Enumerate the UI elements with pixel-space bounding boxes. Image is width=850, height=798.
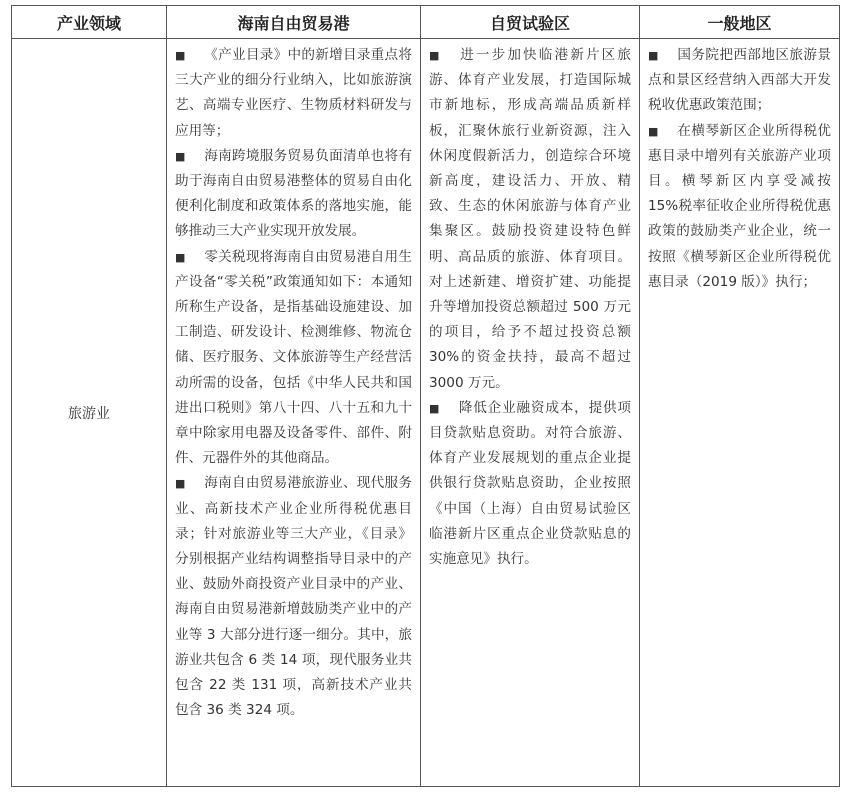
square-bullet-icon: ■ bbox=[648, 49, 659, 62]
square-bullet-icon: ■ bbox=[175, 250, 186, 264]
header-industry: 产业领域 bbox=[12, 6, 167, 39]
hainan-item-text: 零关税现将海南自由贸易港自用生产设备“零关税”政策通知如下：本通知所称生产设备，是指基础设施建设、加工制造、研发设计、检测维修、物流仓储、医疗服务、文体旅游等生产经营活动所需的设备，包括《中华人民共和国进出口税则》第八十四、八十五和九十章中除家用电器及设备零件、部件、附件、元器件外的其他商品。 bbox=[175, 248, 412, 467]
table-row bbox=[12, 39, 840, 787]
square-bullet-icon: ■ bbox=[429, 49, 440, 62]
general-item-text: 在横琴新区企业所得税优惠目录中增列有关旅游产业项目。横琴新区内享受减按 15%税率征收企业所得税优惠政策的鼓励类产业企业，统一按照《横琴新区企业所得税优惠目录（2019 版）》执行； bbox=[648, 122, 831, 290]
ftz-item bbox=[429, 43, 631, 396]
header-hainan: 海南自由贸易港 bbox=[167, 6, 421, 39]
policy-table bbox=[11, 5, 840, 787]
header-ftz: 自贸试验区 bbox=[421, 6, 640, 39]
square-bullet-icon: ■ bbox=[648, 124, 659, 138]
general-item bbox=[648, 119, 831, 295]
general-cell bbox=[640, 39, 840, 787]
hainan-item-text: 《产业目录》中的新增目录重点将三大产业的细分行业纳入，比如旅游演艺、高端专业医疗、生物质材料研发与应用等； bbox=[175, 47, 412, 139]
general-item bbox=[648, 43, 831, 119]
square-bullet-icon: ■ bbox=[175, 49, 186, 62]
square-bullet-icon: ■ bbox=[175, 477, 186, 491]
hainan-item bbox=[175, 245, 412, 472]
industry-cell: 旅游业 bbox=[12, 39, 167, 787]
header-general: 一般地区 bbox=[640, 6, 840, 39]
ftz-item-text: 进一步加快临港新片区旅游、体育产业发展，打造国际城市新地标，形成高端品质新样板，汇聚休旅行业新资源，注入休闲度假新活力，创造综合环境新高度，建设活力、开放、精致、生态的休闲旅游与体育产业集聚区。鼓励投资建设特色鲜明、高品质的旅游、体育项目。对上述新建、增资扩建、功能提升等增加投资总额超过 500 万元的项目，给予不超过投资总额 30%的资金扶持，最高不超过 3000 万元。 bbox=[429, 47, 631, 391]
square-bullet-icon: ■ bbox=[429, 401, 440, 415]
hainan-cell bbox=[167, 39, 421, 787]
hainan-item bbox=[175, 43, 412, 144]
hainan-item bbox=[175, 471, 412, 723]
table-header-row bbox=[12, 6, 840, 39]
hainan-item-text: 海南自由贸易港旅游业、现代服务业、高新技术产业企业所得税优惠目录；针对旅游业等三大产业，《目录》分别根据产业结构调整指导目录中的产业、鼓励外商投资产业目录中的产业、海南自由贸易港新增鼓励类产业中的产业等 3 大部分进行逐一细分。其中，旅游业共包含 6 类 14 项，现代服务业共包含 22 类 131 项，高新技术产业共包含 36 类 324 项。 bbox=[175, 475, 412, 719]
square-bullet-icon: ■ bbox=[175, 149, 186, 163]
general-item-text: 国务院把西部地区旅游景点和景区经营纳入西部大开发税收优惠政策范围； bbox=[648, 47, 831, 114]
ftz-item bbox=[429, 396, 631, 572]
ftz-cell bbox=[421, 39, 640, 787]
ftz-item-text: 降低企业融资成本，提供项目贷款贴息资助。对符合旅游、体育产业发展规划的重点企业提供银行贷款贴息资助，企业按照《中国（上海）自由贸易试验区临港新片区重点企业贷款贴息的实施意见》执行。 bbox=[429, 399, 631, 568]
hainan-item-text: 海南跨境服务贸易负面清单也将有助于海南自由贸易港整体的贸易自由化便利化制度和政策体系的落地实施，能够推动三大产业实现开放发展。 bbox=[175, 147, 412, 240]
hainan-item bbox=[175, 144, 412, 245]
